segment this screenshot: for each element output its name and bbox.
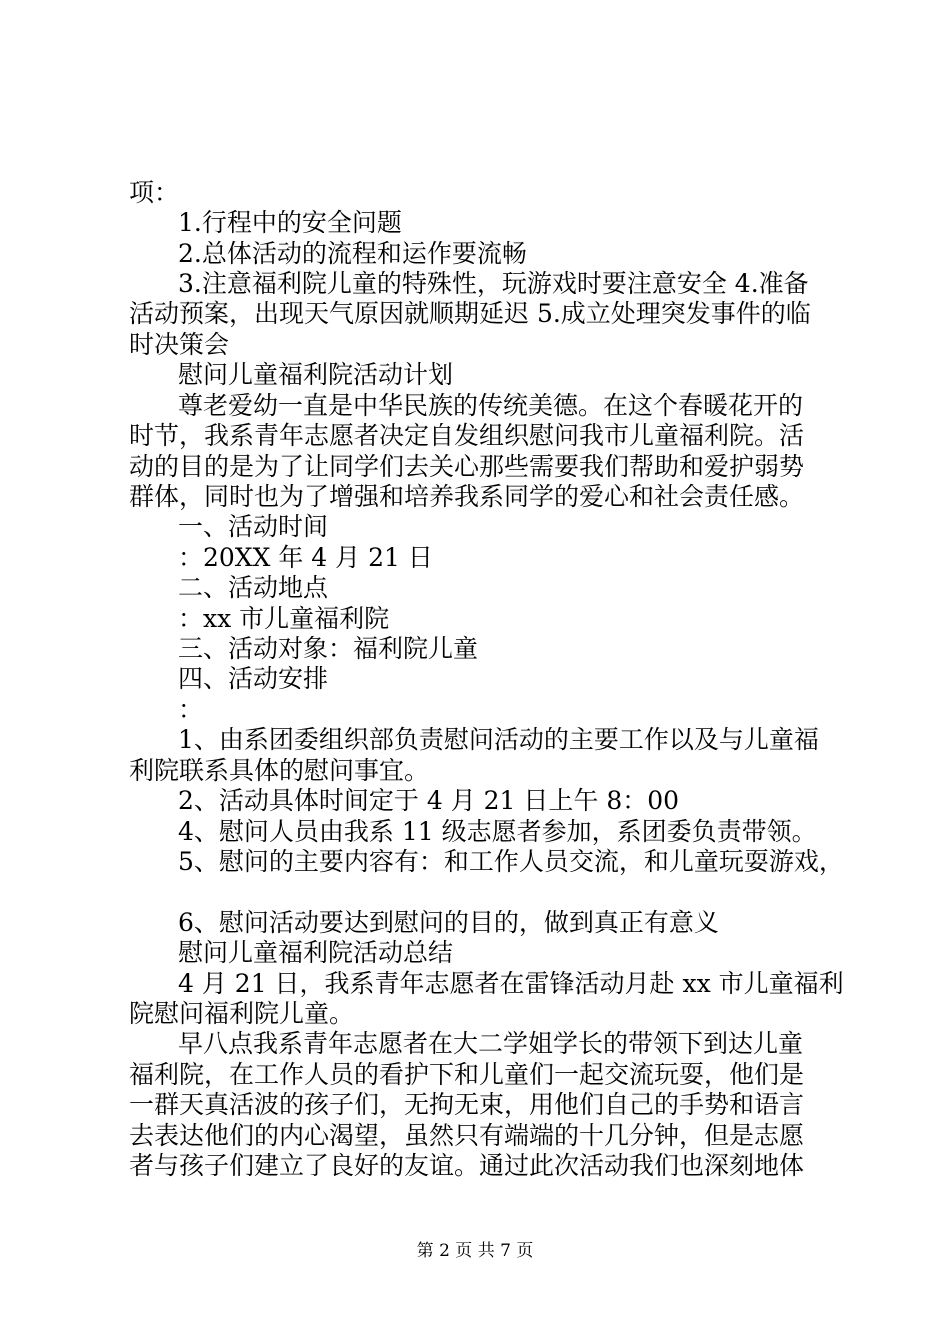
text-line: ：xx 市儿童福利院 xyxy=(178,604,390,633)
section-title: 慰问儿童福利院活动总结 xyxy=(178,938,454,967)
text-line: 活动预案，出现天气原因就顺期延迟 5.成立处理突发事件的临 xyxy=(129,299,811,328)
heading-activity-schedule: 四、活动安排 xyxy=(178,664,329,693)
page-footer: 第 2 页 共 7 页 xyxy=(416,1241,534,1261)
text-line: 4 月 21 日，我系青年志愿者在雷锋活动月赴 xx 市儿童福利 xyxy=(178,969,844,998)
text-line: 1.行程中的安全问题 xyxy=(178,208,402,237)
text-line: 者与孩子们建立了良好的友谊。通过此次活动我们也深刻地体 xyxy=(129,1151,805,1180)
text-line: 1、由系团委组织部负责慰问活动的主要工作以及与儿童福 xyxy=(178,725,819,754)
text-line: 时决策会 xyxy=(129,330,230,359)
text-line: ：20XX 年 4 月 21 日 xyxy=(178,543,433,572)
text-line: 2、活动具体时间定于 4 月 21 日上午 8：00 xyxy=(178,786,680,815)
text-line: 动的目的是为了让同学们去关心那些需要我们帮助和爱护弱势 xyxy=(129,452,805,481)
text-line: 4、慰问人员由我系 11 级志愿者参加，系团委负责带领。 xyxy=(178,817,817,846)
heading-activity-location: 二、活动地点 xyxy=(178,573,329,602)
text-line: 项： xyxy=(129,178,180,207)
text-line: 一群天真活波的孩子们，无拘无束，用他们自己的手势和语言 xyxy=(129,1090,805,1119)
text-line: 6、慰问活动要达到慰问的目的，做到真正有意义 xyxy=(178,908,719,937)
text-line: 利院联系具体的慰问事宜。 xyxy=(129,756,430,785)
text-line: 时节，我系青年志愿者决定自发组织慰问我市儿童福利院。活 xyxy=(129,421,805,450)
text-line: 2.总体活动的流程和运作要流畅 xyxy=(178,239,527,268)
text-line: 群体，同时也为了增强和培养我系同学的爱心和社会责任感。 xyxy=(129,482,805,511)
text-line: 早八点我系青年志愿者在大二学姐学长的带领下到达儿童 xyxy=(178,1029,804,1058)
heading-activity-target: 三、活动对象：福利院儿童 xyxy=(178,634,479,663)
text-line: 福利院，在工作人员的看护下和儿童们一起交流玩耍，他们是 xyxy=(129,1060,805,1089)
section-title: 慰问儿童福利院活动计划 xyxy=(178,360,454,389)
text-line: 3.注意福利院儿童的特殊性，玩游戏时要注意安全 4.准备 xyxy=(178,269,809,298)
text-line: ： xyxy=(178,695,204,724)
text-line: 院慰问福利院儿童。 xyxy=(129,999,355,1028)
text-line: 5、慰问的主要内容有：和工作人员交流，和儿童玩耍游戏， xyxy=(178,847,844,876)
text-line: 去表达他们的内心渴望，虽然只有端端的十几分钟，但是志愿 xyxy=(129,1121,805,1150)
text-line: 尊老爱幼一直是中华民族的传统美德。在这个春暖花开的 xyxy=(178,391,804,420)
heading-activity-time: 一、活动时间 xyxy=(178,512,329,541)
